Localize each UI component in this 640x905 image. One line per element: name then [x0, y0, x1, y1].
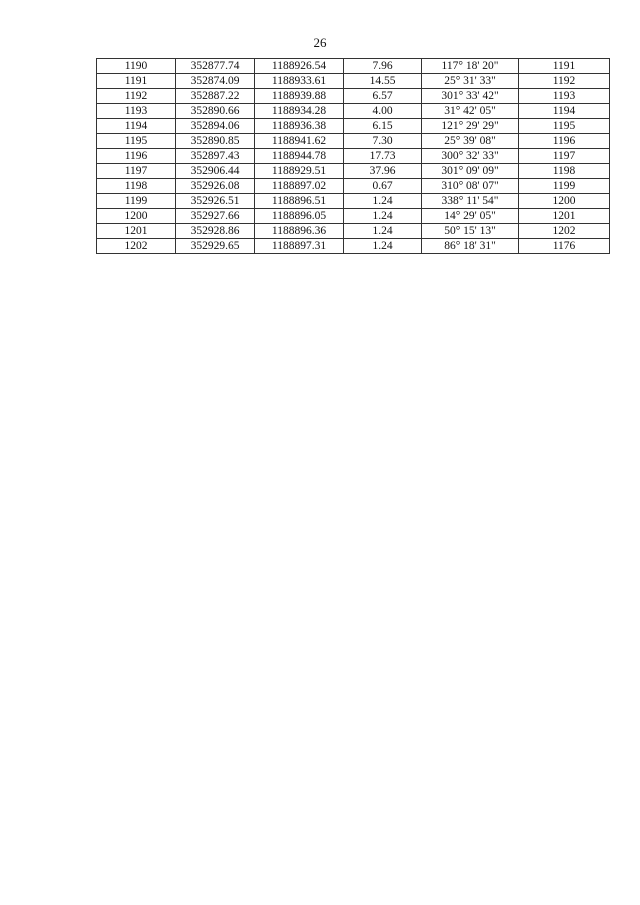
angle-cell: 50° 15' 13" [422, 224, 519, 239]
y-coordinate-cell: 1188897.02 [255, 179, 344, 194]
table-row [97, 74, 610, 89]
angle-cell: 301° 09' 09" [422, 164, 519, 179]
table-row [97, 89, 610, 104]
y-coordinate-cell: 1188933.61 [255, 74, 344, 89]
length-cell: 1.24 [344, 209, 422, 224]
next-point-cell: 1191 [519, 59, 610, 74]
length-cell: 0.67 [344, 179, 422, 194]
y-coordinate-cell: 1188896.05 [255, 209, 344, 224]
x-coordinate-cell: 352926.51 [176, 194, 255, 209]
length-cell: 7.30 [344, 134, 422, 149]
angle-cell: 121° 29' 29" [422, 119, 519, 134]
x-coordinate-cell: 352906.44 [176, 164, 255, 179]
angle-cell: 300° 32' 33" [422, 149, 519, 164]
y-coordinate-cell: 1188897.31 [255, 239, 344, 254]
next-point-cell: 1196 [519, 134, 610, 149]
next-point-cell: 1192 [519, 74, 610, 89]
angle-cell: 310° 08' 07" [422, 179, 519, 194]
next-point-cell: 1198 [519, 164, 610, 179]
length-cell: 17.73 [344, 149, 422, 164]
y-coordinate-cell: 1188941.62 [255, 134, 344, 149]
length-cell: 1.24 [344, 194, 422, 209]
next-point-cell: 1195 [519, 119, 610, 134]
length-cell: 6.57 [344, 89, 422, 104]
x-coordinate-cell: 352897.43 [176, 149, 255, 164]
point-number-cell: 1197 [97, 164, 176, 179]
next-point-cell: 1199 [519, 179, 610, 194]
angle-cell: 14° 29' 05" [422, 209, 519, 224]
table-row [97, 119, 610, 134]
y-coordinate-cell: 1188936.38 [255, 119, 344, 134]
point-number-cell: 1200 [97, 209, 176, 224]
y-coordinate-cell: 1188939.88 [255, 89, 344, 104]
y-coordinate-cell: 1188896.36 [255, 224, 344, 239]
coordinates-table [96, 58, 610, 254]
next-point-cell: 1200 [519, 194, 610, 209]
y-coordinate-cell: 1188934.28 [255, 104, 344, 119]
x-coordinate-cell: 352894.06 [176, 119, 255, 134]
coordinates-table-body [97, 59, 610, 254]
y-coordinate-cell: 1188896.51 [255, 194, 344, 209]
table-row [97, 134, 610, 149]
table-row [97, 149, 610, 164]
table-row [97, 224, 610, 239]
next-point-cell: 1197 [519, 149, 610, 164]
x-coordinate-cell: 352890.66 [176, 104, 255, 119]
length-cell: 1.24 [344, 224, 422, 239]
angle-cell: 31° 42' 05" [422, 104, 519, 119]
point-number-cell: 1190 [97, 59, 176, 74]
y-coordinate-cell: 1188944.78 [255, 149, 344, 164]
x-coordinate-cell: 352929.65 [176, 239, 255, 254]
point-number-cell: 1191 [97, 74, 176, 89]
point-number-cell: 1195 [97, 134, 176, 149]
table-row [97, 59, 610, 74]
next-point-cell: 1193 [519, 89, 610, 104]
angle-cell: 86° 18' 31" [422, 239, 519, 254]
point-number-cell: 1198 [97, 179, 176, 194]
next-point-cell: 1194 [519, 104, 610, 119]
point-number-cell: 1192 [97, 89, 176, 104]
length-cell: 1.24 [344, 239, 422, 254]
point-number-cell: 1196 [97, 149, 176, 164]
next-point-cell: 1202 [519, 224, 610, 239]
length-cell: 4.00 [344, 104, 422, 119]
x-coordinate-cell: 352928.86 [176, 224, 255, 239]
point-number-cell: 1199 [97, 194, 176, 209]
page-number: 26 [313, 35, 327, 50]
point-number-cell: 1202 [97, 239, 176, 254]
table-row [97, 239, 610, 254]
x-coordinate-cell: 352890.85 [176, 134, 255, 149]
y-coordinate-cell: 1188926.54 [255, 59, 344, 74]
angle-cell: 117° 18' 20" [422, 59, 519, 74]
angle-cell: 25° 39' 08" [422, 134, 519, 149]
x-coordinate-cell: 352874.09 [176, 74, 255, 89]
next-point-cell: 1201 [519, 209, 610, 224]
table-row [97, 179, 610, 194]
length-cell: 37.96 [344, 164, 422, 179]
angle-cell: 338° 11' 54" [422, 194, 519, 209]
point-number-cell: 1193 [97, 104, 176, 119]
x-coordinate-cell: 352926.08 [176, 179, 255, 194]
length-cell: 14.55 [344, 74, 422, 89]
angle-cell: 301° 33' 42" [422, 89, 519, 104]
length-cell: 6.15 [344, 119, 422, 134]
point-number-cell: 1201 [97, 224, 176, 239]
angle-cell: 25° 31' 33" [422, 74, 519, 89]
length-cell: 7.96 [344, 59, 422, 74]
table-row [97, 104, 610, 119]
x-coordinate-cell: 352877.74 [176, 59, 255, 74]
x-coordinate-cell: 352887.22 [176, 89, 255, 104]
next-point-cell: 1176 [519, 239, 610, 254]
point-number-cell: 1194 [97, 119, 176, 134]
x-coordinate-cell: 352927.66 [176, 209, 255, 224]
y-coordinate-cell: 1188929.51 [255, 164, 344, 179]
table-row [97, 209, 610, 224]
table-row [97, 194, 610, 209]
table-row [97, 164, 610, 179]
